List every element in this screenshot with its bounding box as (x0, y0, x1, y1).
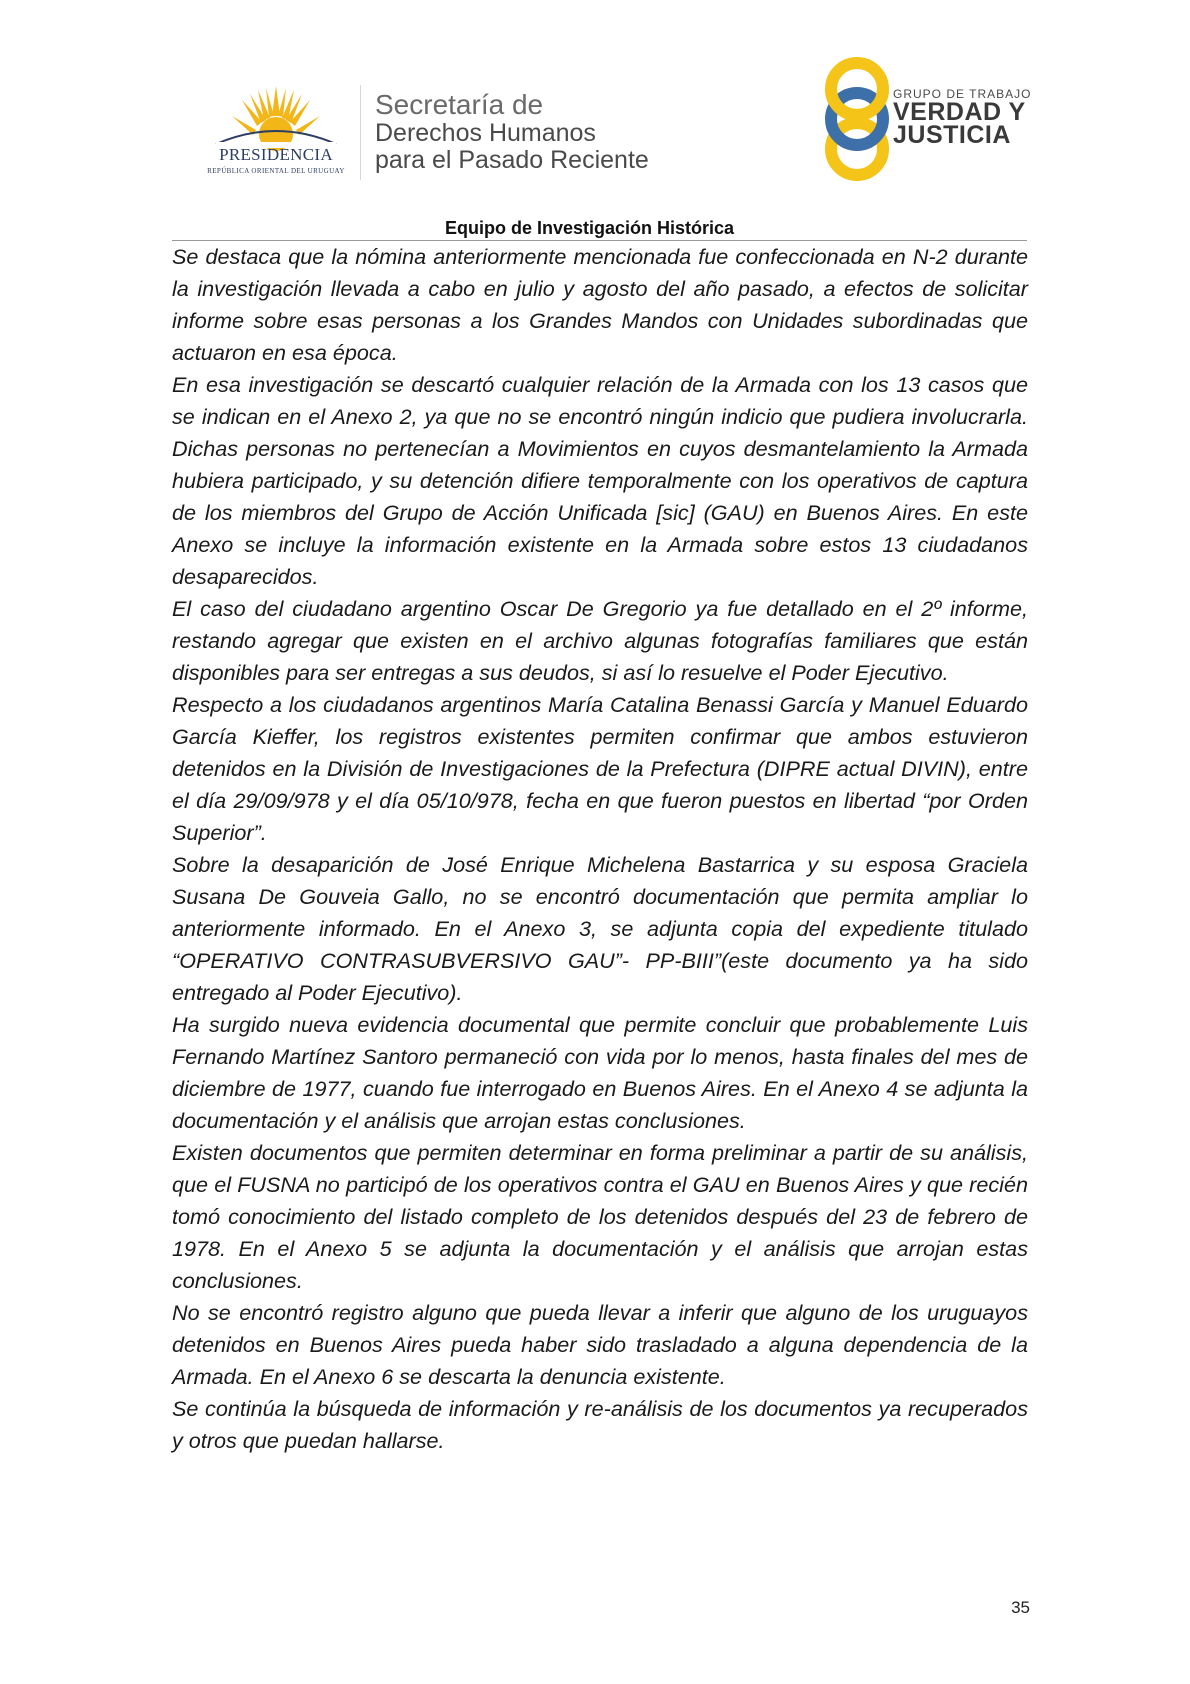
paragraph: El caso del ciudadano argentino Oscar De Gregorio ya fue detallado en el 2º informe, restando agregar que existen en el archivo algunas fotografías familiares que están disponibles para ser entregas a sus deudos, si así lo resuelve el Poder Ejecutivo. (172, 596, 1028, 685)
paragraph: Ha surgido nueva evidencia documental que permite concluir que probablemente Luis Fernando Martínez Santoro permaneció con vida por lo menos, hasta finales del mes de diciembre de 1977, cuando fue interrogado en Buenos Aires. En el Anexo 4 se adjunta la documentación y el análisis que arrojan estas conclusiones. (172, 1012, 1028, 1133)
grupo-line-3: JUSTICIA (893, 121, 1011, 149)
grupo-line-2: VERDAD Y (893, 98, 1026, 126)
paragraph: Existen documentos que permiten determinar en forma preliminar a partir de su análisis, que el FUSNA no participó de los operativos contra el GAU en Buenos Aires y que recién tomó conocimiento del listado completo de los detenidos después del 23 de febrero de 1978. En el Anexo 5 se adjunta la documentación y el análisis que arrojan estas conclusiones. (172, 1140, 1028, 1293)
paragraph: Sobre la desaparición de José Enrique Michelena Bastarrica y su esposa Graciela Susana De Gouveia Gallo, no se encontró documentación que permita ampliar lo anteriormente informado. En el Anexo 3, se adjunta copia del expediente titulado “OPERATIVO CONTRASUBVERSIVO GAU”- PP-BIII”(este documento ya ha sido entregado al Poder Ejecutivo). (172, 852, 1028, 1005)
presidencia-name: PRESIDENCIA (219, 145, 333, 164)
team-title: Equipo de Investigación Histórica (444, 218, 735, 238)
page-header (0, 0, 1190, 238)
paragraph: Respecto a los ciudadanos argentinos María Catalina Benassi García y Manuel Eduardo García Kieffer, los registros existentes permiten confirmar que ambos estuvieron detenidos en la División de Investigaciones de la Prefectura (DIPRE actual DIVIN), entre el día 29/09/978 y el día 05/10/978, fecha en que fueron puestos en libertad “por Orden Superior”. (172, 692, 1028, 845)
page-number: 35 (1011, 1598, 1030, 1617)
presidencia-subtitle: REPÚBLICA ORIENTAL DEL URUGUAY (207, 167, 345, 175)
secretaria-line-1: Secretaría de (375, 89, 544, 120)
verdad-justicia-text (893, 87, 1031, 147)
secretaria-logo-text (375, 90, 649, 174)
paragraph: En esa investigación se descartó cualquier relación de la Armada con los 13 casos que se indican en el Anexo 2, ya que no se encontró ningún indicio que pudiera involucrarla. Dichas personas no pertenecían a Movimientos en cuyos desmantelamiento la Armada hubiera participado, y su detención difiere temporalmente con los operativos de captura de los miembros del Grupo de Acción Unificada [sic] (GAU) en Buenos Aires. En este Anexo se incluye la información existente en la Armada sobre estos 13 ciudadanos desaparecidos. (172, 372, 1028, 589)
secretaria-line-3: para el Pasado Reciente (375, 146, 649, 174)
paragraph: Se continúa la búsqueda de información y re-análisis de los documentos ya recuperados y otros que puedan hallarse. (172, 1396, 1028, 1453)
verdad-justicia-rings-logo (812, 55, 902, 183)
paragraph: Se destaca que la nómina anteriormente mencionada fue confeccionada en N-2 durante la investigación llevada a cabo en julio y agosto del año pasado, a efectos de solicitar informe sobre esas personas a los Grandes Mandos con Unidades subordinadas que actuaron en esa época. (172, 244, 1028, 365)
secretaria-line-2: Derechos Humanos (375, 119, 596, 147)
document-body (172, 241, 1028, 1457)
grupo-line-1: GRUPO DE TRABAJO (893, 87, 1032, 101)
logo-divider (360, 85, 361, 180)
paragraph: No se encontró registro alguno que pueda llevar a inferir que alguno de los uruguayos detenidos en Buenos Aires pueda haber sido trasladado a alguna dependencia de la Armada. En el Anexo 6 se descarta la denuncia existente. (172, 1300, 1028, 1389)
